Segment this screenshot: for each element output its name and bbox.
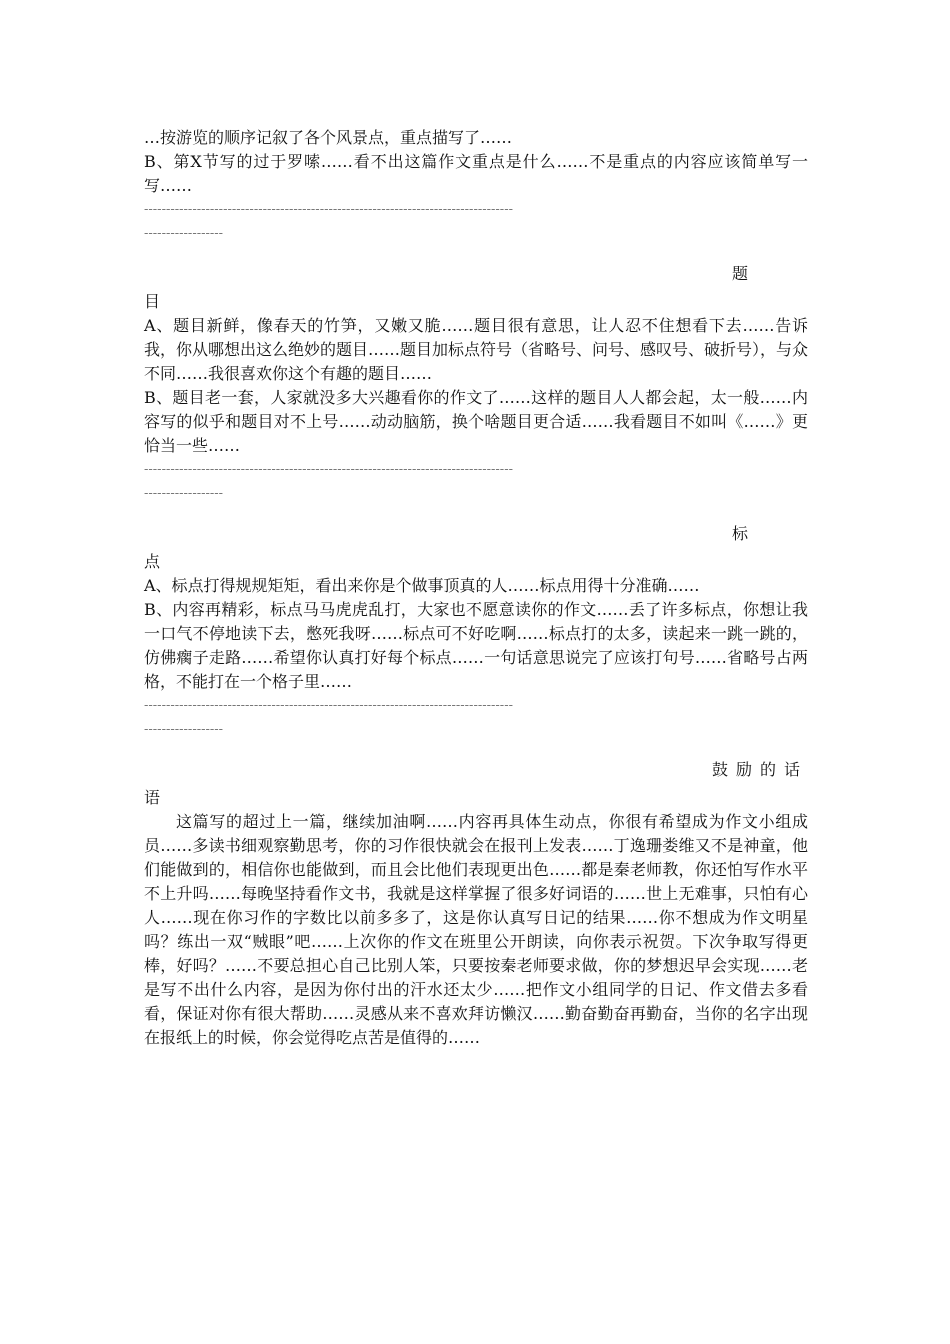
section-heading-encouragement-tail: 语: [144, 788, 161, 807]
encouragement-body: 这篇写的超过上一篇，继续加油啊……内容再具体生动点，你很有希望成为作文小组成员……多读书细观察勤思考，你的习作很快就会在报刊上发表……丁逸珊娄维又不是神童，他们能做到的，相信你也能做到，而且会比他们表现更出色……都是秦老师教，你还怕写作水平不上升吗……每晚坚持看作文书，我就是这样掌握了很多好词语的……世上无难事，只怕有心人……现在你习作的字数比以前多多了，这是你认真写日记的结果……你不想成为作文明星吗？练出一双“贼眼”吧……上次你的作文在班里公开朗读，向你表示祝贺。下次争取写得更棒，好吗？……不要总担心自己比别人笨，只要按秦老师要求做，你的梦想迟早会实现……老是写不出什么内容，是因为你付出的汗水还太少……把作文小组同学的日记、作文借去多看看，保证对你有很大帮助……灵感从来不喜欢拜访懒汉……勤奋勤奋再勤奋，当你的名字出现在报纸上的时候，你会觉得吃点苦是值得的……: [144, 812, 808, 1047]
section-heading-punctuation-tail: 点: [144, 552, 161, 571]
separator-line: ------------------------------------------------------------------------------------: [144, 698, 513, 713]
punct-item-a: A、标点打得规规矩矩，看出来你是个做事顶真的人……标点用得十分准确……: [144, 576, 700, 595]
title-item-b: B、题目老一套，人家就没多大兴趣看你的作文了……这样的题目人人都会起，太一般……内容写的似乎和题目对不上号……动动脑筋，换个啥题目更合适……我看题目不如叫《……》更恰当一些……: [144, 388, 808, 455]
section-heading-encouragement: 鼓励的话: [711, 760, 808, 779]
punct-item-b: B、内容再精彩，标点马马虎虎乱打，大家也不愿意读你的作文……丢了许多标点，你想让我一口气不停地读下去，憋死我呀……标点可不好吃啊……标点打的太多，读起来一跳一跳的，仿佛瘸子走路……希望你认真打好每个标点……一句话意思说完了应该打句号……省略号占两格，不能打在一个格子里……: [144, 600, 808, 691]
document-page: [144, 126, 808, 1050]
section-heading-title: 题: [731, 264, 748, 283]
separator-line-tail: ------------------: [144, 226, 224, 241]
separator-line-tail: ------------------: [144, 722, 224, 737]
section-heading-punctuation: 标: [731, 524, 748, 543]
section-heading-title-tail: 目: [144, 292, 161, 311]
content-item-b: B、第X节写的过于罗嗦……看不出这篇作文重点是什么……不是重点的内容应该简单写一写……: [144, 152, 808, 195]
title-item-a: A、题目新鲜，像春天的竹笋，又嫩又脆……题目很有意思，让人忍不住想看下去……告诉我，你从哪想出这么绝妙的题目……题目加标点符号（省略号、问号、感叹号、破折号），与众不同……我很喜欢你这个有趣的题目……: [144, 316, 809, 383]
content-line-a-tail: …按游览的顺序记叙了各个风景点，重点描写了……: [144, 128, 513, 147]
separator-line: ------------------------------------------------------------------------------------: [144, 202, 513, 217]
separator-line: ------------------------------------------------------------------------------------: [144, 462, 513, 477]
separator-line-tail: ------------------: [144, 486, 224, 501]
